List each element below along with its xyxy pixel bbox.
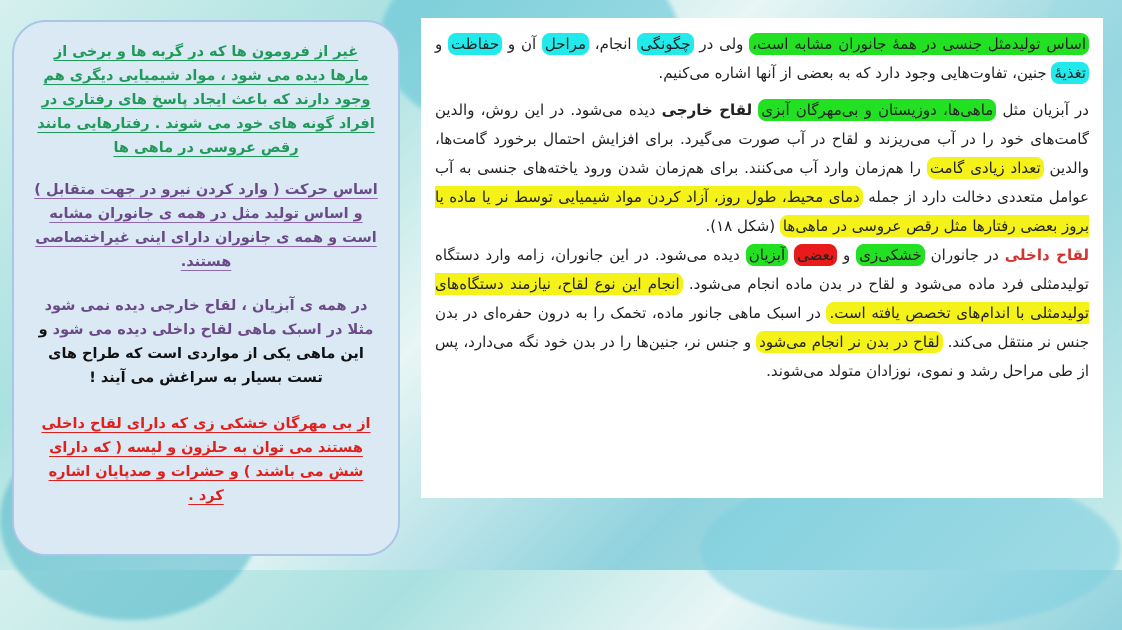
text: و جنس نر، جنین‌ها را در بدن خود نگه می‌دارد، پس از طی مراحل رشد و نموی، نوزادان متولد می‌شوند. [435,333,1089,380]
text: ولی در [693,35,750,53]
text: را هم‌زمان وارد آب می‌کنند. برای هم‌زمان شدن ورود یاخته‌های جنسی به آب عوامل متعددی دخالت دارد از جمله [435,159,1089,206]
note-basis-text: اساس حرکت ( وارد کردن نیرو در جهت متقابل ) و اساس تولید مثل در همه ی جانوران مشابه است و همه ی جانوران دارای اینی غیراختصاصی هستند. [34,182,378,270]
textbook-page [421,18,1103,498]
highlight-green: اساس تولیدمثل جنسی در همهٔ جانوران مشابه است، [749,33,1089,55]
text: در جانوران [924,246,1005,264]
text: و [435,35,449,53]
highlight-green: آبزیان [746,244,788,266]
text: انجام، [589,35,638,53]
highlight-yellow: تعداد زیادی گامت [927,157,1044,179]
paragraph-internal-fertilization [435,241,1089,386]
note-seahorse-text: در همه ی آبزیان ، لقاح خارجی دیده نمی شود مثلا در اسبک ماهی لقاح داخلی دیده می شود [44,298,374,338]
note-invertebrates [34,412,378,508]
text: و [837,246,857,264]
highlight-cyan: چگونگی [637,33,693,55]
highlight-green: ماهی‌ها، دوزیستان و بی‌مهرگان آبزی [758,99,996,121]
highlight-cyan: حفاظت [448,33,502,55]
highlight-yellow: دمای محیط، طول روز، آزاد کردن مواد شیمیایی توسط نر یا ماده یا بروز بعضی رفتارها مثل رقص عروسی در ماهی‌ها [435,188,1089,235]
highlight-cyan: مراحل [542,33,589,55]
paragraph-intro [435,30,1089,88]
note-seahorse-extra: و این ماهی یکی از مواردی است که طراح های تست بسیار به سراغش می آیند ! [38,322,364,386]
highlight-yellow: لقاح در بدن نر انجام می‌شود [756,331,942,353]
text: دیده می‌شود. در این جانوران، زامه وارد دستگاه تولیدمثلی فرد ماده می‌شود و لقاح در بدن ماده انجام می‌شود. [435,246,1089,293]
paragraph-external-fertilization [435,96,1089,241]
highlight-red: بعضی [794,244,837,266]
note-seahorse [34,294,378,390]
text: در اسبک ماهی جانور ماده، تخمک را به درون حفره‌ای در بدن جنس نر منتقل می‌کند. [435,304,1089,351]
text: دیده می‌شود. در این روش، والدین گامت‌های خود را در آب می‌ریزند و لقاح در آب صورت می‌گیرد. برای افزایش احتمال برخورد گامت‌ها، والدین [435,101,1089,177]
highlight-cyan: تغذیهٔ [1051,62,1089,84]
notes-panel [12,20,400,556]
text: آن و [502,35,542,53]
highlight-green: خشکی‌زی [856,244,924,266]
text: جنین، تفاوت‌هایی وجود دارد که به بعضی از آنها اشاره می‌کنیم. [658,64,1052,82]
note-pheromones-text: غیر از فرومون ها که در گربه ها و برخی از مارها دیده می شود ، مواد شیمیایی دیگری هم وجود دارند که باعث ایجاد پاسخ های رفتاری در افراد گونه های خود می شوند . رفتارهایی مانند رقص عروسی در ماهی ها [37,44,375,156]
note-basis [34,178,378,274]
term-internal-fertilization: لقاح داخلی [1004,246,1090,264]
note-pheromones [34,40,378,160]
text: در آبزیان مثل [996,101,1089,119]
text: (شکل ۱۸). [705,217,780,235]
note-invertebrates-text: از بی مهرگان خشکی زی که دارای لقاح داخلی هستند می توان به حلزون و لیسه ( که دارای شش می باشند ) و حشرات و صدپایان اشاره کرد . [41,416,371,504]
term-external-fertilization: لقاح خارجی [661,101,753,119]
highlight-yellow: انجام این نوع لقاح، نیازمند دستگاه‌های تولیدمثلی با اندام‌های تخصص یافته است. [435,275,1090,322]
